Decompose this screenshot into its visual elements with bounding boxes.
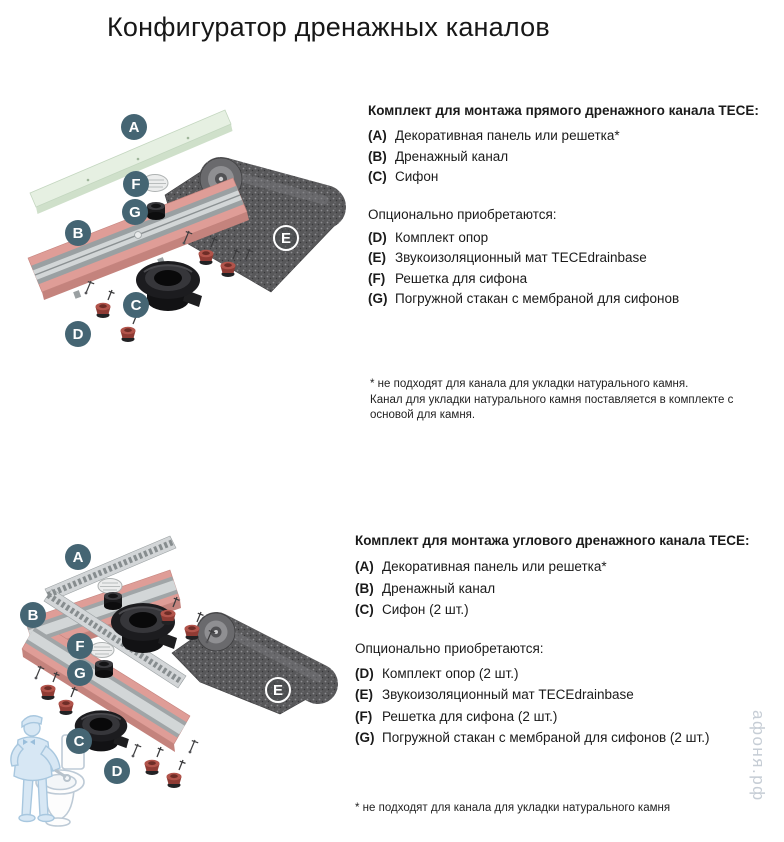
diagram-label-c: C [66,728,92,754]
diagram-label-g: G [67,660,93,686]
optional-item: (G) Погружной стакан с мембраной для сифонов [368,291,680,306]
optional-heading: Опционально приобретаются: [355,640,544,656]
diagram-label-f: F [123,171,149,197]
kit-item: (B) Дренажный канал [355,580,496,596]
straight-kit-heading: Комплект для монтажа прямого дренажного канала TECE: [368,103,759,118]
immersion-cup-part [95,660,113,678]
optional-item: (E) Звукоизоляционный мат TECEdrainbase [368,250,647,265]
corner-kit-text [355,533,769,749]
kit-item: (C) Сифон [368,169,439,184]
optional-heading: Опционально приобретаются: [368,206,557,222]
siphon-grate-part [90,643,114,658]
diagram-label-e: E [265,677,291,703]
straight-channel-illustration [8,95,363,400]
diagram-label-b: B [20,602,46,628]
kit-item: (A) Декоративная панель или решетка* [355,559,607,574]
optional-item: (D) Комплект опор [368,229,489,245]
straight-kit-footnote: * не подходят для канала для укладки натурального камня. Канал для укладки натурального камня поставляется в комплекте с основой для камня. [370,378,734,421]
optional-item: (E) Звукоизоляционный мат TECEdrainbase [355,687,634,702]
diagram-label-f: F [67,633,93,659]
corner-channel-diagram [0,530,360,842]
kit-item: (B) Дренажный канал [368,148,509,164]
immersion-cup-part [147,202,165,220]
corner-channel-illustration [0,530,360,842]
diagram-label-c: C [123,292,149,318]
kit-item: (A) Декоративная панель или решетка* [368,128,620,143]
corner-kit-heading: Комплект для монтажа углового дренажного канала TECE: [355,533,750,548]
optional-item: (F) Решетка для сифона [368,270,528,286]
page-title: Конфигуратор дренажных каналов [107,12,550,42]
diagram-label-g: G [122,199,148,225]
immersion-cup-part [104,592,122,610]
straight-channel-diagram [8,95,363,400]
diagram-label-a: A [121,114,147,140]
diagram-label-a: A [65,544,91,570]
diagram-label-d: D [65,321,91,347]
straight-kit-text [368,103,782,310]
optional-item: (D) Комплект опор (2 шт.) [355,665,519,681]
diagram-label-e: E [273,225,299,251]
kit-item: (C) Сифон (2 шт.) [355,602,469,617]
optional-item: (F) Решетка для сифона (2 шт.) [355,708,558,724]
diagram-label-d: D [104,758,130,784]
site-watermark: афоня.рф [749,710,768,802]
optional-item: (G) Погружной стакан с мембраной для сифонов (2 шт.) [355,730,710,745]
diagram-label-b: B [65,220,91,246]
corner-kit-footnote: * не подходят для канала для укладки натурального камня [355,802,671,814]
siphon-grate-part [98,579,122,594]
